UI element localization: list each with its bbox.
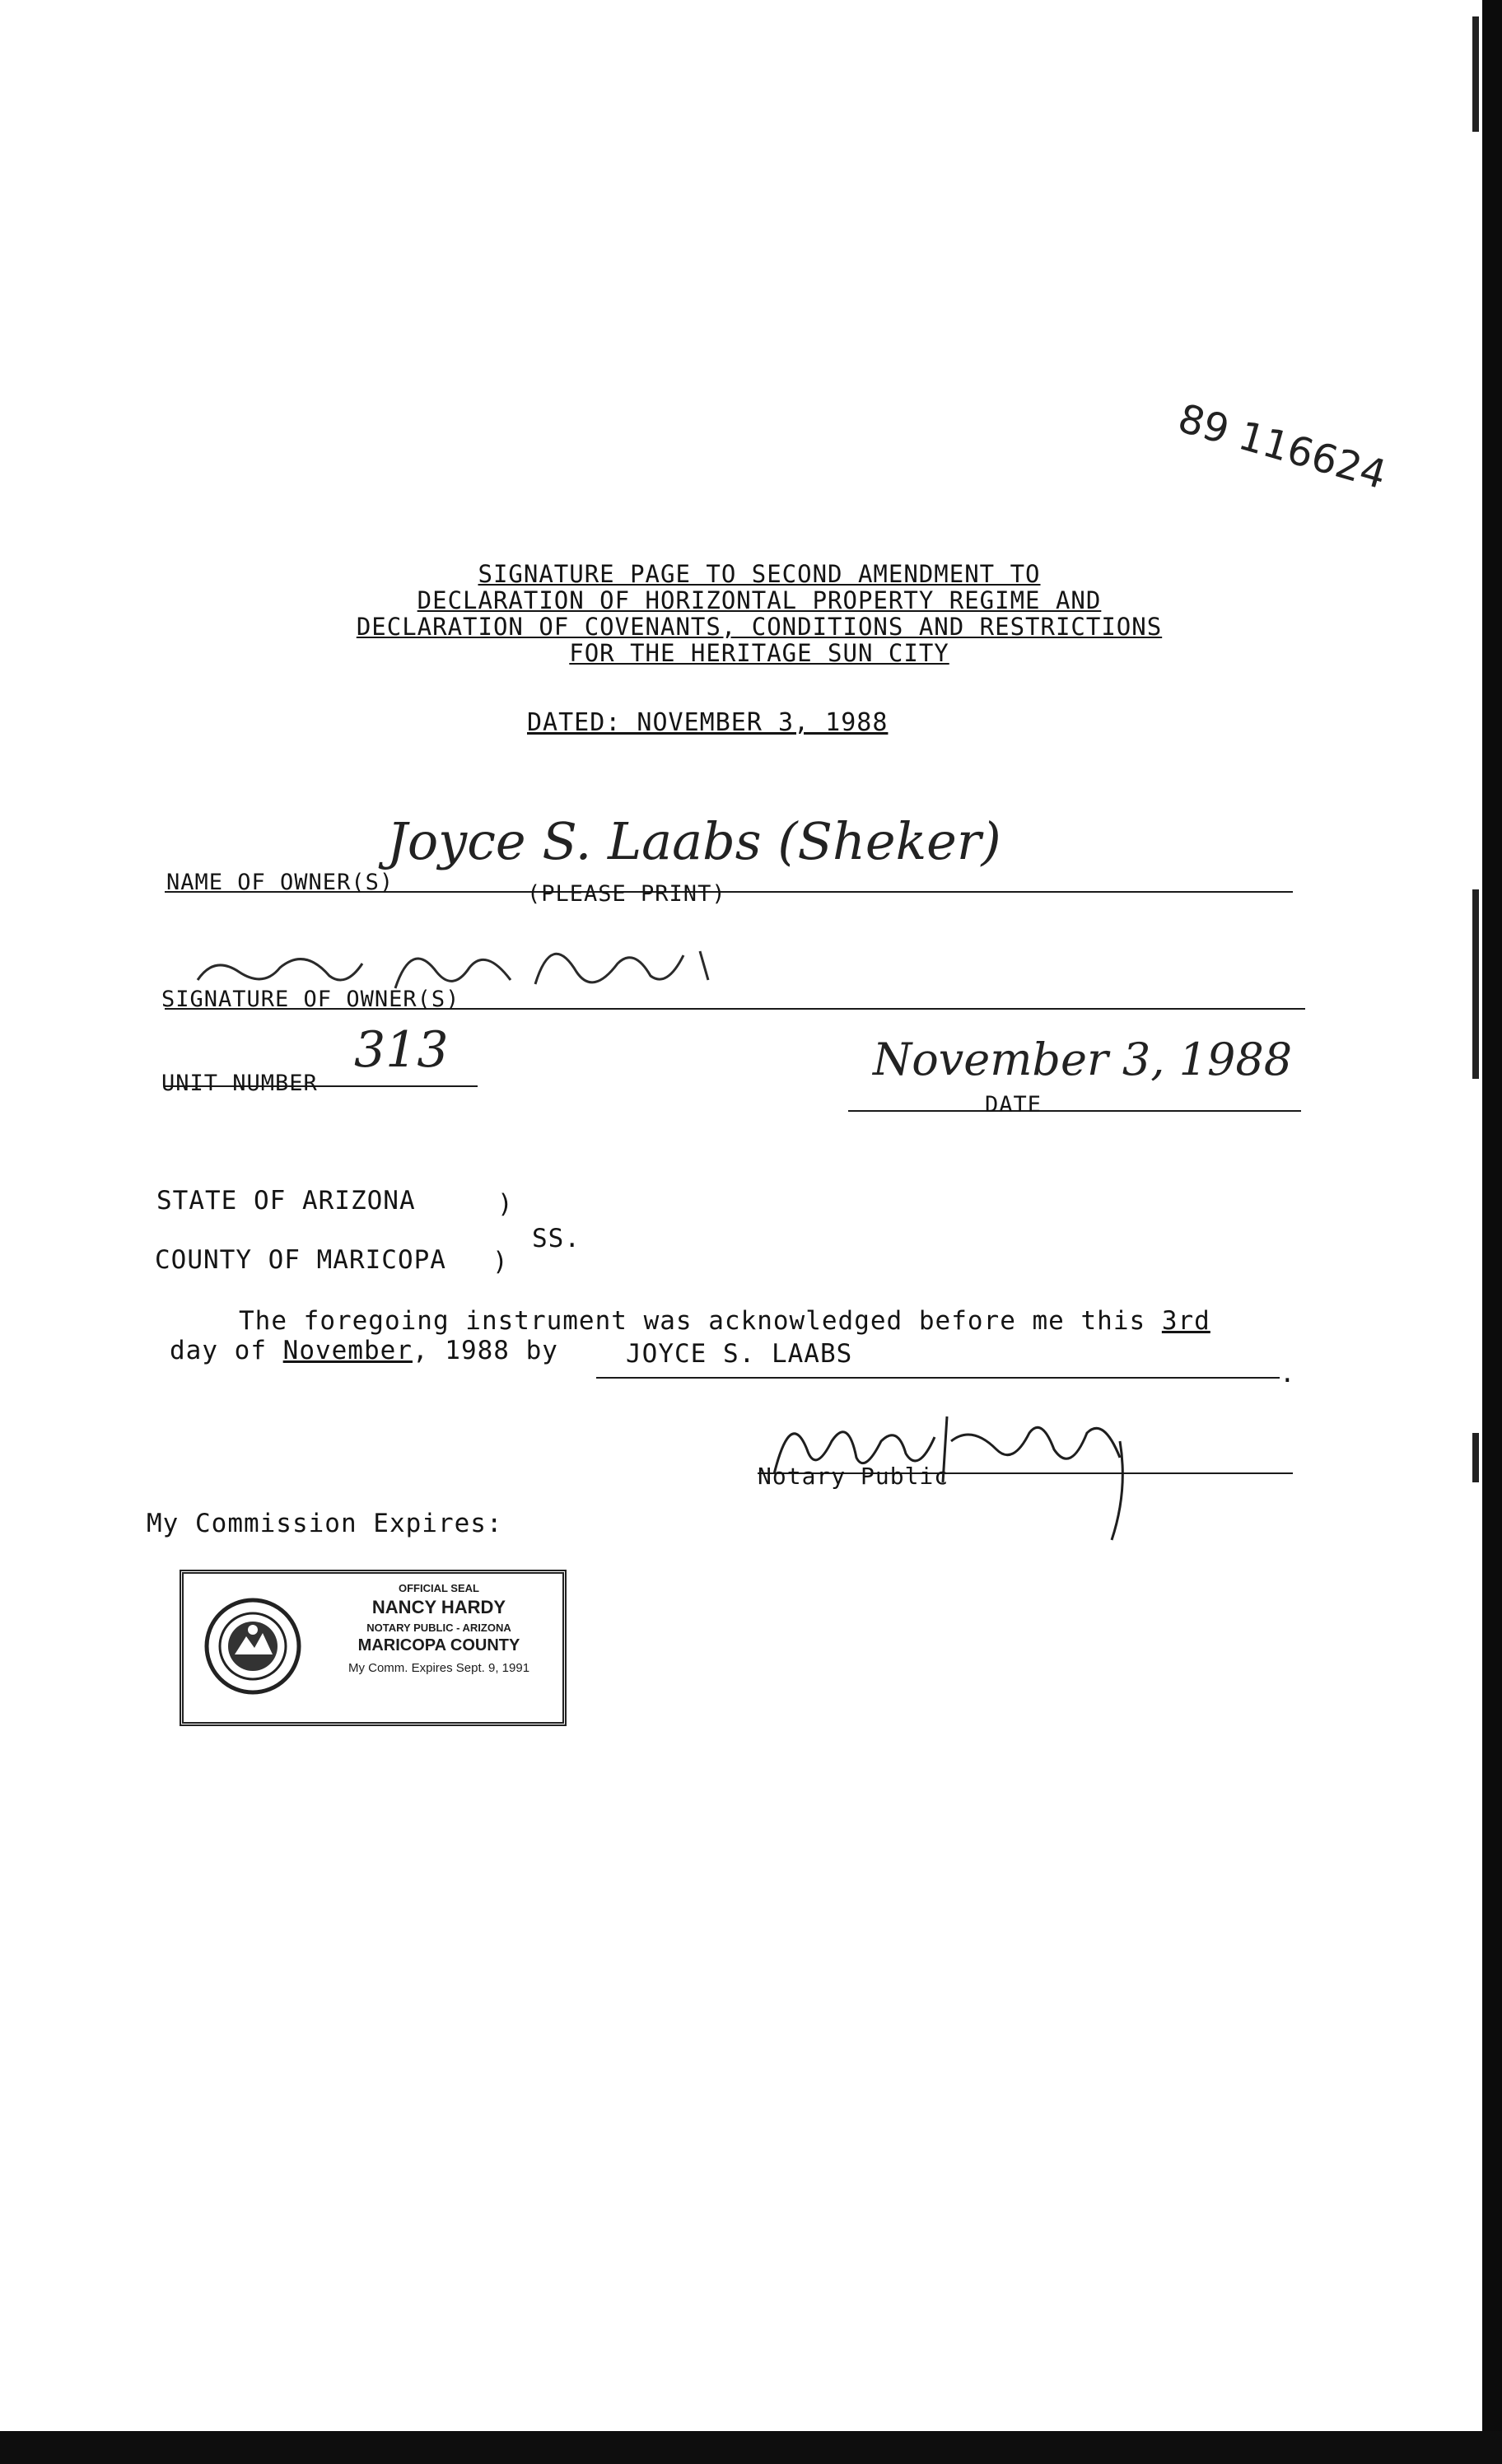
scan-edge-mark	[1472, 1433, 1479, 1482]
state-label: STATE OF ARIZONA	[156, 1186, 416, 1216]
unit-number-handwritten: 313	[354, 1021, 449, 1079]
county-label: COUNTY OF MARICOPA	[155, 1245, 446, 1275]
acknowledgment-year-by: , 1988 by	[412, 1336, 558, 1365]
date-line	[848, 1110, 1301, 1112]
seal-line-expires: My Comm. Expires Sept. 9, 1991	[348, 1661, 530, 1675]
scan-edge-bottom	[0, 2431, 1502, 2464]
acknowledgment-name: JOYCE S. LAABS	[626, 1339, 853, 1369]
unit-number-label: UNIT NUMBER	[161, 1071, 318, 1096]
document-number: 89 116624	[1173, 395, 1392, 499]
title-line-3: DECLARATION OF COVENANTS, CONDITIONS AND RESTRICTIONS	[356, 613, 1163, 641]
owner-name-label: NAME OF OWNER(S)	[166, 870, 394, 895]
owner-name-handwritten: Joyce S. Laabs (Sheker)	[387, 811, 1001, 871]
title-line-4: FOR THE HERITAGE SUN CITY	[569, 639, 949, 667]
acknowledgment-day-of: day of	[170, 1336, 267, 1365]
title-line-2: DECLARATION OF HORIZONTAL PROPERTY REGIME AND	[417, 586, 1102, 614]
state-seal-emblem	[203, 1597, 302, 1696]
scan-edge-right	[1482, 0, 1502, 2464]
notary-public-label: Notary Public	[758, 1463, 949, 1490]
date-label: DATE	[985, 1092, 1043, 1118]
scan-edge-mark	[1472, 889, 1479, 1079]
owner-signature-label: SIGNATURE OF OWNER(S)	[161, 987, 460, 1012]
county-paren: )	[492, 1247, 509, 1276]
seal-line-official: OFFICIAL SEAL	[399, 1582, 479, 1594]
please-print-note: (PLEASE PRINT)	[527, 881, 726, 907]
acknowledgment-month: November	[282, 1336, 413, 1365]
title-line-1: SIGNATURE PAGE TO SECOND AMENDMENT TO	[478, 560, 1041, 588]
acknowledgment-end: .	[1280, 1359, 1296, 1388]
acknowledgment-name-line	[596, 1377, 1280, 1379]
commission-expires-label: My Commission Expires:	[147, 1509, 503, 1538]
seal-line-name: NANCY HARDY	[371, 1597, 506, 1617]
notary-seal-stamp	[180, 1570, 567, 1726]
state-paren: )	[497, 1189, 514, 1219]
acknowledgment-line-2	[170, 1336, 558, 1365]
ss-label: SS.	[532, 1224, 581, 1253]
seal-line-notary: NOTARY PUBLIC - ARIZONA	[366, 1622, 511, 1634]
acknowledgment-text: The foregoing instrument was acknowledged before me this	[239, 1306, 1146, 1336]
scan-edge-mark	[1472, 16, 1479, 132]
acknowledgment-day: 3rd	[1161, 1306, 1210, 1336]
seal-line-county: MARICOPA COUNTY	[357, 1636, 520, 1654]
date-handwritten: November 3, 1988	[873, 1034, 1293, 1085]
dated-line: DATED: NOVEMBER 3, 1988	[527, 708, 889, 737]
acknowledgment-line-1	[239, 1306, 1210, 1336]
